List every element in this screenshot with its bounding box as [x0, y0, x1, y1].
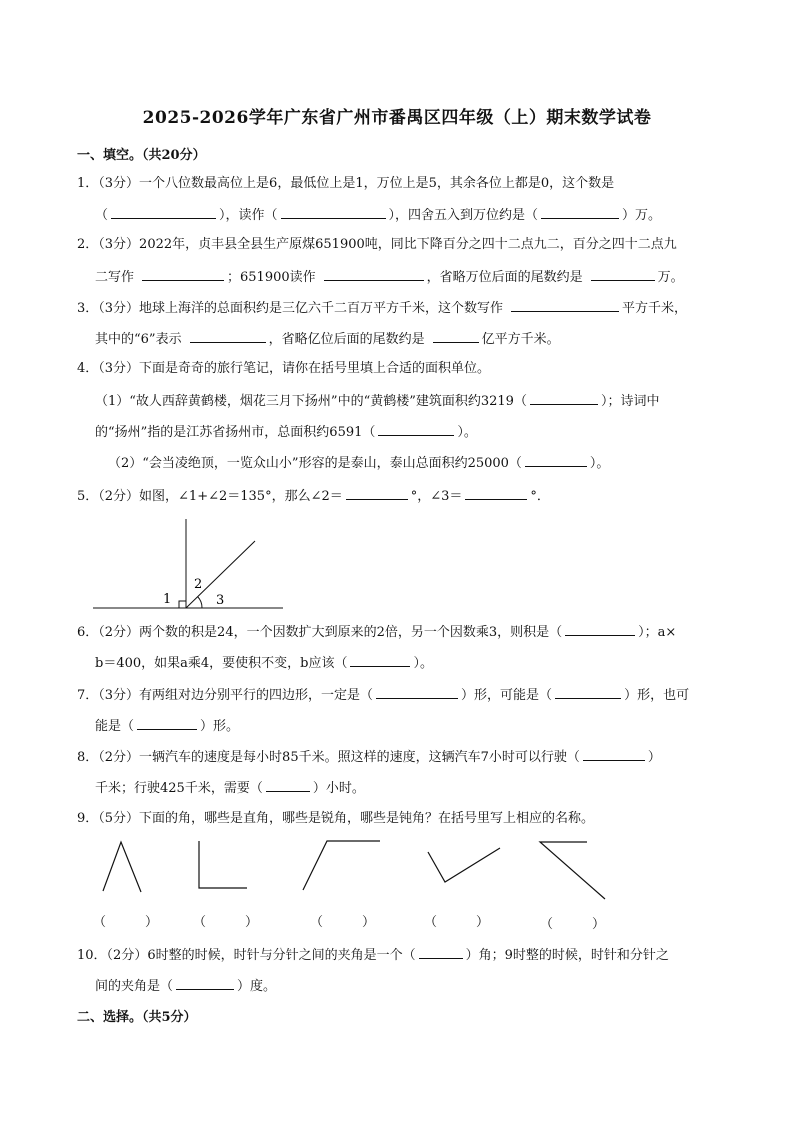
question-3-line-2: 其中的“6”表示 ，省略亿位后面的尾数约是 亿平方千米。 — [95, 329, 740, 349]
angle-figure — [90, 515, 290, 615]
angle-label-3: 3 — [216, 593, 225, 608]
question-4-line-3: 的“扬州”指的是江苏省扬州市，总面积约6591（ ）。 — [95, 422, 740, 442]
answer-paren-1[interactable]: （ ） — [93, 915, 159, 930]
angle-label-2: 2 — [194, 577, 203, 592]
question-4-line-2: （1）“故人西辞黄鹤楼，烟花三月下扬州”中的“黄鹤楼”建筑面积约3219（ ）；诗词中 — [95, 391, 740, 411]
question-6-line-1: 6．（2分）两个数的积是24，一个因数扩大到原来的2倍，另一个因数乘3，则积是（ ）；a× — [77, 622, 722, 642]
question-9-line-1: 9．（5分）下面的角，哪些是直角，哪些是锐角，哪些是钝角？在括号里写上相应的名称。 — [77, 811, 595, 826]
question-8-line-2: 千米；行驶425千米，需要（ ）小时。 — [95, 778, 740, 798]
question-10-line-1: 10．（2分）6时整的时候，时针与分针之间的夹角是一个（ ）角；9时整的时候，时针和分针之 — [77, 945, 722, 965]
question-2-line-2: 二写作 ；651900读作 ，省略万位后面的尾数约是 万。 — [95, 267, 740, 287]
question-4-line-4: （2）“会当凌绝顶，一览众山小”形容的是泰山，泰山总面积约25000（ ）。 — [108, 453, 753, 473]
section-heading-choice: 二、选择。（共5分） — [77, 1010, 197, 1025]
question-10-line-2: 间的夹角是（ ）度。 — [95, 976, 740, 996]
answer-paren-2[interactable]: （ ） — [193, 915, 259, 930]
question-4-line-1: 4．（3分）下面是奇奇的旅行笔记，请你在括号里填上合适的面积单位。 — [77, 361, 491, 376]
question-2-line-1: 2．（3分）2022年，贞丰县全县生产原煤651900吨，同比下降百分之四十二点九二，百分之四十二点九 — [77, 237, 677, 252]
angles-figure — [95, 836, 615, 896]
question-1-line-2: （ ），读作（ ），四舍五入到万位约是（ ）万。 — [95, 205, 740, 225]
question-7-line-1: 7．（3分）有两组对边分别平行的四边形，一定是（ ）形，可能是（ ）形，也可 — [77, 685, 722, 705]
question-5-line-1: 5．（2分）如图，∠1+∠2＝135°，那么∠2＝ °，∠3＝ °． — [77, 486, 722, 506]
question-3-line-1: 3．（3分）地球上海洋的总面积约是三亿六千二百万平方千米，这个数写作 平方千米， — [77, 298, 722, 318]
page-title: 2025-2026学年广东省广州市番禺区四年级（上）期末数学试卷 — [142, 108, 652, 128]
answer-paren-3[interactable]: （ ） — [310, 915, 376, 930]
section-heading-fill: 一、填空。（共20分） — [77, 148, 206, 163]
answer-paren-4[interactable]: （ ） — [424, 915, 490, 930]
question-1-line-1: 1．（3分）一个八位数最高位上是6，最低位上是1，万位上是5，其余各位上都是0，这个数是 — [77, 176, 615, 191]
question-6-line-2: b＝400，如果a乘4，要使积不变，b应该（ ）。 — [95, 653, 740, 673]
angle-label-1: 1 — [163, 592, 172, 607]
question-7-line-2: 能是（ ）形。 — [95, 716, 740, 736]
answer-paren-5[interactable]: （ ） — [540, 917, 606, 932]
question-8-line-1: 8．（2分）一辆汽车的速度是每小时85千米。照这样的速度，这辆汽车7小时可以行驶（ ） — [77, 747, 722, 767]
